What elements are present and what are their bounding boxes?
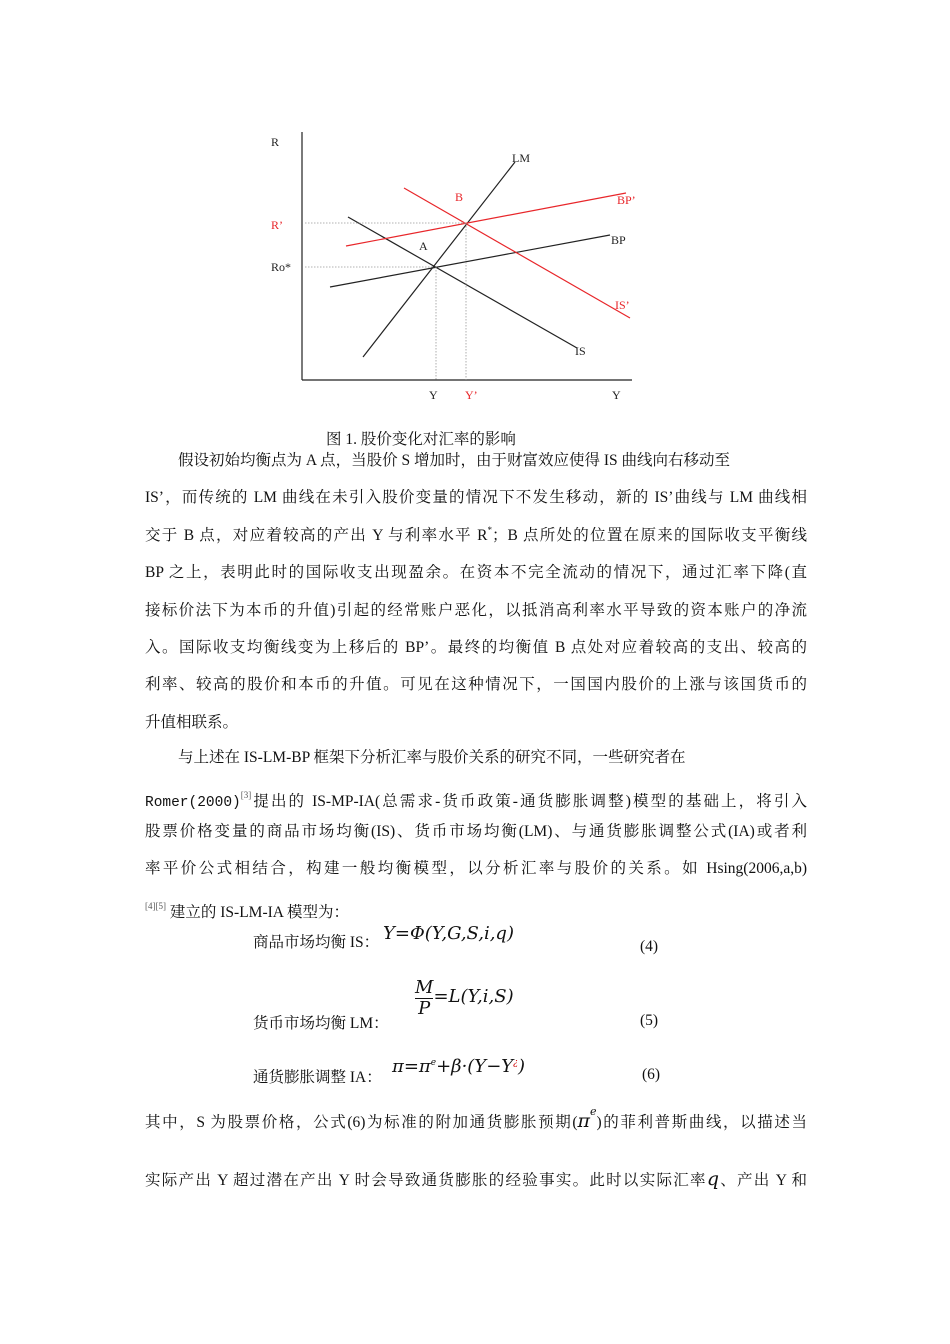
text: 实际产出 Y 超过潜在产出 Y 时会导致通货膨胀的经验事实。此时以实际汇率 <box>145 1172 707 1189</box>
text: 交于 B 点，对应着较高的产出 Y 与利率水平 R <box>145 527 488 544</box>
point-b-label: B <box>455 190 464 204</box>
text: 、产出 Y 和 <box>718 1172 807 1189</box>
paragraph-line: IS’，而传统的 LM 曲线在未引入股价变量的情况下不发生移动，新的 IS’曲线与 LM 曲线相 <box>145 489 807 506</box>
paragraph-line <box>145 526 807 546</box>
paragraph-line: 接标价法下为本币的升值)引起的经常账户恶化，以抵消高利率水平导致的资本账户的净流 <box>145 602 807 619</box>
formula-part: π=π <box>392 1056 431 1077</box>
is-curve <box>348 217 577 348</box>
point-a-label: A <box>419 239 428 253</box>
paragraph-line <box>145 1105 808 1133</box>
r-prime-label: R’ <box>271 218 283 232</box>
paragraph-line: 入。国际收支均衡线变为上移后的 BP’。最终的均衡值 B 点处对应着较高的支出、较高的 <box>145 639 807 656</box>
equation-is <box>253 923 514 952</box>
lm-curve <box>363 162 515 357</box>
formula-part: ) <box>518 1056 526 1077</box>
paragraph-line: 利率、较高的股价和本币的升值。可见在这种情况下，一国国内股价的上涨与该国货币的 <box>145 676 807 693</box>
is-label: IS <box>575 344 586 358</box>
paragraph-line <box>145 896 807 923</box>
citation[interactable]: [3] <box>240 790 252 800</box>
bp-curve <box>330 235 610 287</box>
numerator: M <box>415 977 434 998</box>
figure-caption: 图 1. 股价变化对汇率的影响 <box>326 431 516 448</box>
paragraph-line: 率平价公式相结合，构建一般均衡模型，以分析汇率与股价的关系。如 Hsing(2006,a,b) <box>145 860 807 877</box>
text: ；B 点所处的位置在原来的国际收支平衡线 <box>491 527 808 544</box>
equation-formula: Y=Φ(Y,G,S,i,q) <box>383 923 514 944</box>
text: Romer(2000) <box>145 795 241 811</box>
equation-ia-label: 通货膨胀调整 IA： <box>253 1069 382 1086</box>
y-tick-label: Y <box>429 388 438 402</box>
is-lm-bp-diagram <box>0 0 950 420</box>
is-prime-curve <box>404 188 630 318</box>
superscript: * <box>487 525 492 535</box>
equation-lm <box>415 978 514 1019</box>
equation-label: 商品市场均衡 IS： <box>253 934 380 951</box>
equation-number: (5) <box>640 1012 659 1029</box>
paragraph-line: 假设初始均衡点为 A 点，当股价 S 增加时，由于财富效应使得 IS 曲线向右移动至 <box>178 452 730 469</box>
y-prime-tick-label: Y’ <box>465 388 478 402</box>
bp-prime-curve <box>346 193 626 246</box>
equation-ia <box>392 1056 525 1077</box>
denominator: P <box>418 998 431 1019</box>
q-symbol: q <box>706 1168 719 1190</box>
is-prime-label: IS’ <box>615 298 630 312</box>
bp-label: BP <box>611 233 626 247</box>
paragraph-line: 股票价格变量的商品市场均衡(IS)、货币市场均衡(LM)、与通货膨胀调整公式(IA)或者利 <box>145 823 807 840</box>
text: 其中，S 为股票价格，公式(6)为标准的附加通货膨胀预期( <box>145 1114 578 1131</box>
y-axis-label: Y <box>612 388 621 402</box>
paragraph-line <box>145 785 807 813</box>
superscript: ¿ <box>513 1058 518 1068</box>
r-axis-label: R <box>271 135 280 149</box>
superscript: e <box>590 1105 597 1118</box>
equation-number: (4) <box>640 938 659 955</box>
text: )的菲利普斯曲线，以描述当 <box>596 1114 808 1131</box>
fraction <box>415 978 433 1019</box>
formula-part: +β·(Y−Y <box>436 1056 514 1077</box>
text: 建立的 IS-LM-IA 模型为： <box>166 904 349 921</box>
equation-lm-label: 货币市场均衡 LM： <box>253 1015 389 1032</box>
citation[interactable]: [4][5] <box>145 901 166 911</box>
pi-symbol: π <box>577 1110 590 1132</box>
paragraph-line: 与上述在 IS-LM-BP 框架下分析汇率与股价关系的研究不同，一些研究者在 <box>178 749 686 766</box>
equation-number: (6) <box>642 1066 661 1083</box>
ro-star-label: Ro* <box>271 260 292 274</box>
equation-formula: =L(Y,i,S) <box>433 986 514 1008</box>
text: 提出的 IS-MP-IA(总需求-货币政策-通货膨胀调整)模型的基础上，将引入 <box>251 793 807 810</box>
paragraph-line: 升值相联系。 <box>145 714 239 731</box>
paragraph-line: BP 之上，表明此时的国际收支出现盈余。在资本不完全流动的情况下，通过汇率下降(直 <box>145 564 807 581</box>
lm-label: LM <box>512 151 530 165</box>
bp-prime-label: BP’ <box>617 193 636 207</box>
paragraph-line <box>145 1169 807 1191</box>
superscript: e <box>430 1058 437 1068</box>
